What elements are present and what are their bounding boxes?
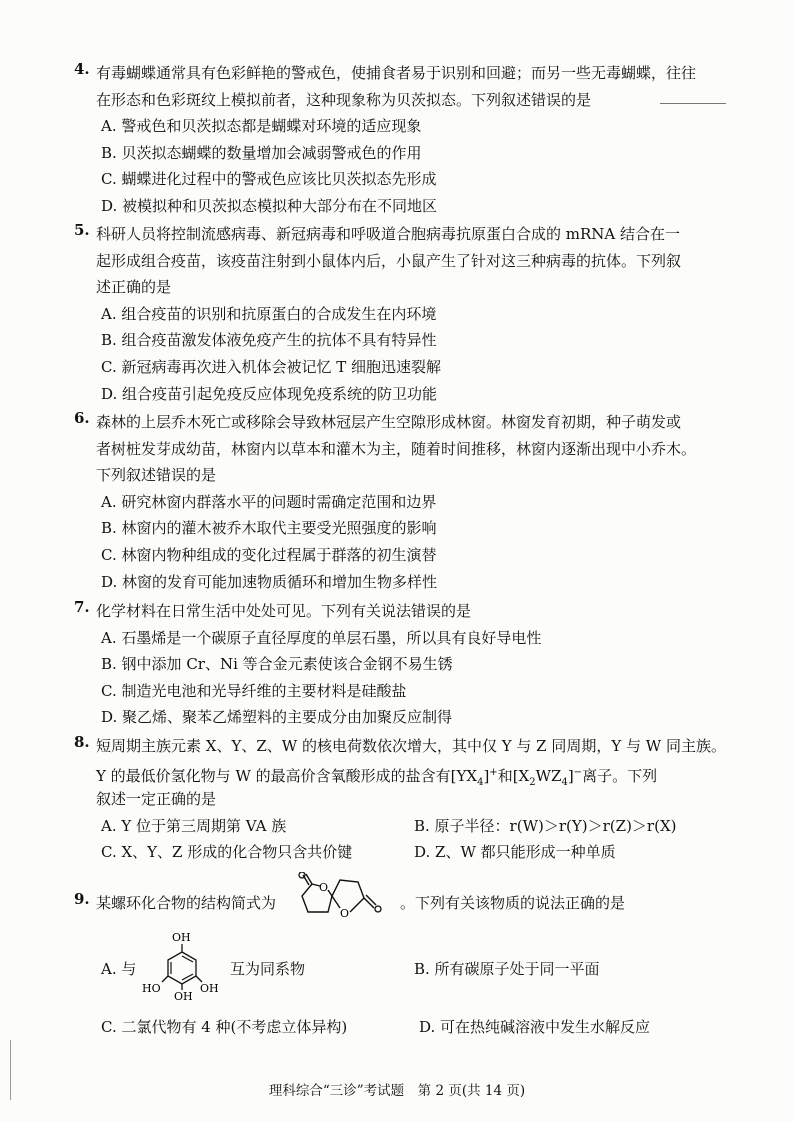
option-row (74, 1014, 754, 1041)
question-4 (74, 60, 754, 220)
option-c: C. 蝴蝶进化过程中的警戒色应该比贝茨拟态先形成 (101, 170, 437, 189)
superscript: − (573, 766, 583, 778)
structure-group-oh: OH (172, 931, 191, 944)
structure-bond (162, 976, 168, 982)
structure-double-bond (364, 898, 374, 908)
option-a: A. Y 位于第三周期第 VA 族 (101, 816, 287, 835)
question-stem-line: 述正确的是 (96, 278, 172, 297)
question-stem-line: 有毒蝴蝶通常具有色彩鲜艳的警戒色，使捕食者易于识别和回避；而另一些无毒蝴蝶，往往 (96, 64, 697, 82)
superscript: + (489, 766, 498, 778)
spiro-compound-structure (288, 872, 398, 926)
option-a: A. 研究林窗内群落水平的问题时需确定范围和边界 (101, 492, 437, 511)
question-9 (74, 872, 754, 1052)
option-d: D. 聚乙烯、聚苯乙烯塑料的主要成分由加聚反应制得 (101, 708, 453, 727)
option-d: D. Z、W 都只能形成一种单质 (414, 843, 616, 862)
benzene-ring (168, 952, 196, 984)
question-stem-line: Y 的最低价氢化物与 W 的最高价含氧酸形成的盐含有$[YX_4]^+$和$[X_2WZ_4]^-$离子。下列 (96, 766, 658, 788)
subscript: 2 (529, 776, 536, 788)
option-d: D. 林窗的发育可能加速物质循环和增加生物多样性 (101, 572, 438, 591)
structure-group-oh: OH (200, 982, 219, 995)
structure-bond (328, 890, 332, 896)
option-c: C. X、Y、Z 形成的化合物只含共价键 (101, 843, 353, 862)
structure-group-oh: OH (174, 990, 193, 1002)
option-a: A. 石墨烯是一个碳原子直径厚度的单层石墨，所以具有良好导电性 (101, 628, 542, 647)
structure-atom (299, 872, 305, 878)
option-row (74, 839, 754, 866)
question-stem-line: 下列叙述错误的是 (96, 466, 217, 485)
question-6 (74, 409, 754, 595)
question-stem-line: 科研人员将控制流感病毒、新冠病毒和呼吸道合胞病毒抗原蛋白合成的 mRNA 结合在一 (96, 225, 681, 243)
option-b: B. 钢中添加 Cr、Ni 等合金元素使该合金钢不易生锈 (101, 655, 453, 674)
option-b: B. 原子半径：r(W)＞r(Y)＞r(Z)＞r(X) (414, 816, 677, 835)
question-number: 5. (74, 221, 90, 239)
stem-text: 和[X (497, 766, 530, 785)
stem-text: 离子。下列 (582, 766, 658, 785)
stem-text: Y 的最低价氢化物与 W 的最高价含氧酸形成的盐含有[YX (96, 766, 478, 785)
structure-atom-o: O (319, 881, 329, 894)
question-number: 4. (74, 60, 90, 78)
option-b: B. 贝茨拟态蝴蝶的数量增加会减弱警戒色的作用 (101, 143, 422, 162)
question-stem-line: 森林的上层乔木死亡或移除会导致林冠层产生空隙形成林窗。林窗发育初期，种子萌发或 (96, 413, 682, 431)
question-stem-line: 叙述一定正确的是 (96, 790, 217, 809)
stem-text: WZ (535, 766, 562, 785)
option-c: C. 制造光电池和光导纤维的主要材料是硅酸盐 (101, 681, 407, 700)
option-d: D. 被模拟种和贝茨拟态模拟种大部分布在不同地区 (101, 196, 438, 215)
question-stem: 。下列有关该物质的说法正确的是 (400, 894, 626, 912)
option-a: A. 组合疫苗的识别和抗原蛋白的合成发生在内环境 (101, 304, 437, 323)
option-a-suffix: 互为同系物 (230, 960, 306, 978)
scan-mark (660, 103, 726, 104)
benzenetriol-structure (136, 930, 236, 1002)
option-c: C. 新冠病毒再次进入机体会被记忆 T 细胞迅速裂解 (101, 357, 442, 376)
question-stem-line: 者树桩发芽成幼苗，林窗内以草本和灌木为主，随着时间推移，林窗内逐渐出现中小乔木。 (96, 439, 697, 458)
page-footer: 理科综合“三诊”考试题 第 2 页(共 14 页) (268, 1083, 526, 1099)
option-b: B. 组合疫苗激发体液免疫产生的抗体不具有特异性 (101, 331, 437, 350)
subscript: 4 (477, 776, 484, 788)
question-5 (74, 221, 754, 407)
structure-double-bond (366, 895, 376, 905)
option-c: C. 二氯代物有 4 种(不考虑立体异构) (101, 1018, 348, 1036)
question-8 (74, 733, 754, 866)
structure-atom-o: O (340, 907, 350, 920)
option-c: C. 林窗内物种组成的变化过程属于群落的初生演替 (101, 545, 437, 564)
option-d: D. 可在热纯碱溶液中发生水解反应 (419, 1018, 651, 1036)
structure-group-ho: HO (142, 982, 161, 995)
question-stem-line: 在形态和色彩斑纹上模拟前者，这种现象称为贝茨拟态。下列叙述错误的是 (96, 90, 592, 109)
question-stem-line: 短周期主族元素 X、Y、Z、W 的核电荷数依次增大，其中仅 Y 与 Z 同周期，Y 与 W 同主族。 (96, 737, 726, 755)
question-7 (74, 598, 754, 731)
structure-bond (350, 898, 364, 912)
option-b: B. 林窗内的灌木被乔木取代主要受光照强度的影响 (101, 519, 437, 538)
question-stem-line: 起形成组合疫苗，该疫苗注射到小鼠体内后，小鼠产生了针对这三种病毒的抗体。下列叙 (96, 251, 682, 270)
question-number: 7. (74, 598, 90, 616)
structure-bond (332, 880, 364, 898)
subscript: 4 (561, 776, 568, 788)
question-stem-line: 化学材料在日常生活中处处可见。下列有关说法错误的是 (96, 602, 472, 620)
option-b: B. 所有碳原子处于同一平面 (414, 960, 600, 978)
structure-atom (375, 906, 381, 912)
question-number: 9. (74, 890, 90, 908)
option-a: A. 警戒色和贝茨拟态都是蝴蝶对环境的适应现象 (101, 117, 422, 136)
question-stem: 某螺环化合物的结构简式为 (96, 894, 277, 912)
question-number: 6. (74, 409, 90, 427)
option-d: D. 组合疫苗引起免疫反应体现免疫系统的防卫功能 (101, 384, 438, 403)
option-a-prefix: A. 与 (101, 960, 137, 978)
structure-bond (332, 896, 340, 908)
option-row (74, 813, 754, 840)
question-number: 8. (74, 733, 90, 751)
